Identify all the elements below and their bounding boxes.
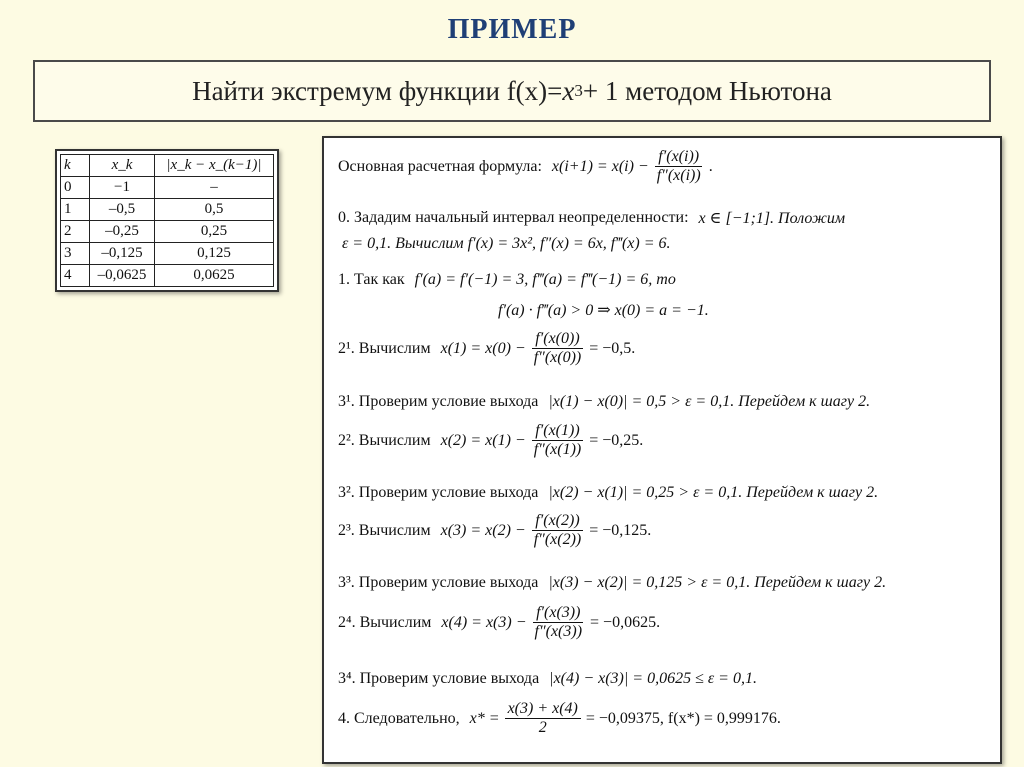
step-3-1-line [338, 393, 870, 411]
task-suffix: + 1 методом Ньютона [582, 75, 832, 106]
fraction-numerator: f′(x(0)) [532, 330, 582, 349]
step-1-cont-line [494, 300, 709, 320]
fraction-denominator: f″(x(1)) [533, 441, 582, 458]
line-text: 2². Вычислим [338, 431, 431, 449]
line-math: f′(a) · f‴(a) > 0 ⇒ x(0) = a = −1. [498, 302, 709, 319]
line-tail: = −0,09375, f(x*) = 0,999176. [585, 709, 781, 727]
table-cell: 4 [61, 265, 90, 287]
fraction [505, 700, 581, 737]
table-cell: –0,25 [90, 221, 155, 243]
table-cell: 0,25 [154, 221, 273, 243]
fraction [654, 148, 704, 185]
table-header-row [61, 155, 274, 177]
line-tail: = −0,5. [589, 339, 636, 357]
step-2-4-line [338, 604, 660, 641]
table-cell: 0,125 [154, 243, 273, 265]
line-math: |x(2) − x(1)| = 0,25 > ε = 0,1. Перейдем к шагу 2. [548, 484, 879, 501]
step-3-3-line [338, 574, 886, 592]
task-statement [33, 60, 991, 122]
line-math: x(i+1) = x(i) − [551, 157, 649, 175]
step-2-2-line [338, 422, 643, 459]
line-text: 1. Так как [338, 271, 405, 288]
line-math: x(3) = x(2) − [440, 521, 526, 539]
fraction-denominator: f″(x(i)) [656, 167, 701, 184]
line-math: x(2) = x(1) − [440, 431, 526, 449]
table-row [61, 265, 274, 287]
page-title: ПРИМЕР [447, 14, 577, 45]
line-text: 0. Зададим начальный интервал неопределенности: [338, 209, 689, 226]
table-cell: −1 [90, 177, 155, 199]
step-3-2-line [338, 484, 878, 502]
line-text: Основная расчетная формула: [338, 157, 542, 175]
line-text: 2¹. Вычислим [338, 339, 431, 357]
line-text: 2³. Вычислим [338, 521, 431, 539]
line-tail: . [708, 157, 713, 175]
col-xk-header: x_k [90, 155, 155, 177]
formula-line [338, 148, 713, 185]
fraction-numerator: f′(x(3)) [533, 604, 583, 623]
line-text: 4. Следовательно, [338, 709, 460, 727]
fraction [531, 422, 585, 459]
step-0-cont-line [338, 235, 671, 253]
line-text: 3¹. Проверим условие выхода [338, 393, 539, 410]
solution-panel [322, 136, 1002, 764]
step-3-4-line [338, 670, 757, 688]
fraction-numerator: x(3) + x(4) [505, 700, 581, 719]
fraction [531, 330, 585, 367]
fraction-denominator: f″(x(0)) [533, 349, 582, 366]
step-2-1-line [338, 330, 635, 367]
table-cell: 2 [61, 221, 90, 243]
line-math: |x(3) − x(2)| = 0,125 > ε = 0,1. Перейдем к шагу 2. [548, 574, 887, 591]
table-row [61, 221, 274, 243]
line-math: |x(1) − x(0)| = 0,5 > ε = 0,1. Перейдем к шагу 2. [548, 393, 871, 410]
line-math: x ∈ [−1;1]. Положим [698, 210, 846, 227]
line-text: 2⁴. Вычислим [338, 613, 432, 631]
iteration-table [55, 149, 279, 292]
fraction-numerator: f′(x(2)) [532, 512, 582, 531]
fraction-numerator: f′(x(i)) [655, 148, 702, 167]
fraction-numerator: f′(x(1)) [532, 422, 582, 441]
table-row [61, 199, 274, 221]
fraction [532, 604, 586, 641]
line-text: 3⁴. Проверим условие выхода [338, 670, 540, 687]
table-cell: –0,5 [90, 199, 155, 221]
col-k-header: k [61, 155, 90, 177]
line-tail: = −0,0625. [590, 613, 661, 631]
fraction-denominator: f″(x(3)) [534, 623, 583, 640]
line-math: x(4) = x(3) − [441, 613, 527, 631]
line-math: ε = 0,1. Вычислим f′(x) = 3x², f″(x) = 6x, f‴(x) = 6. [342, 235, 671, 252]
table-cell: 0,5 [154, 199, 273, 221]
table-cell: 3 [61, 243, 90, 265]
table-row [61, 177, 274, 199]
fraction [531, 512, 585, 549]
step-2-3-line [338, 512, 651, 549]
table-cell: 0 [61, 177, 90, 199]
fraction-denominator: f″(x(2)) [533, 531, 582, 548]
line-math: f′(a) = f′(−1) = 3, f‴(a) = f‴(−1) = 6, то [414, 271, 676, 288]
table-row [61, 243, 274, 265]
table-cell: – [154, 177, 273, 199]
line-tail: = −0,25. [589, 431, 644, 449]
col-diff-header: |x_k − x_(k−1)| [154, 155, 273, 177]
line-math: |x(4) − x(3)| = 0,0625 ≤ ε = 0,1. [549, 670, 757, 687]
line-text: 3². Проверим условие выхода [338, 484, 539, 501]
table-cell: 0,0625 [154, 265, 273, 287]
task-var: x [562, 75, 575, 106]
step-0-line [338, 208, 845, 228]
fraction-denominator: 2 [538, 719, 547, 736]
table-cell: –0,0625 [90, 265, 155, 287]
line-text: 3³. Проверим условие выхода [338, 574, 539, 591]
step-1-line [338, 271, 676, 289]
table-cell: 1 [61, 199, 90, 221]
line-math: x(1) = x(0) − [440, 339, 526, 357]
line-tail: = −0,125. [589, 521, 652, 539]
task-power: 3 [574, 81, 583, 100]
task-prefix: Найти экстремум функции f(x)= [192, 75, 563, 106]
line-math: x* = [469, 709, 500, 727]
step-4-line [338, 700, 781, 737]
table-cell: –0,125 [90, 243, 155, 265]
